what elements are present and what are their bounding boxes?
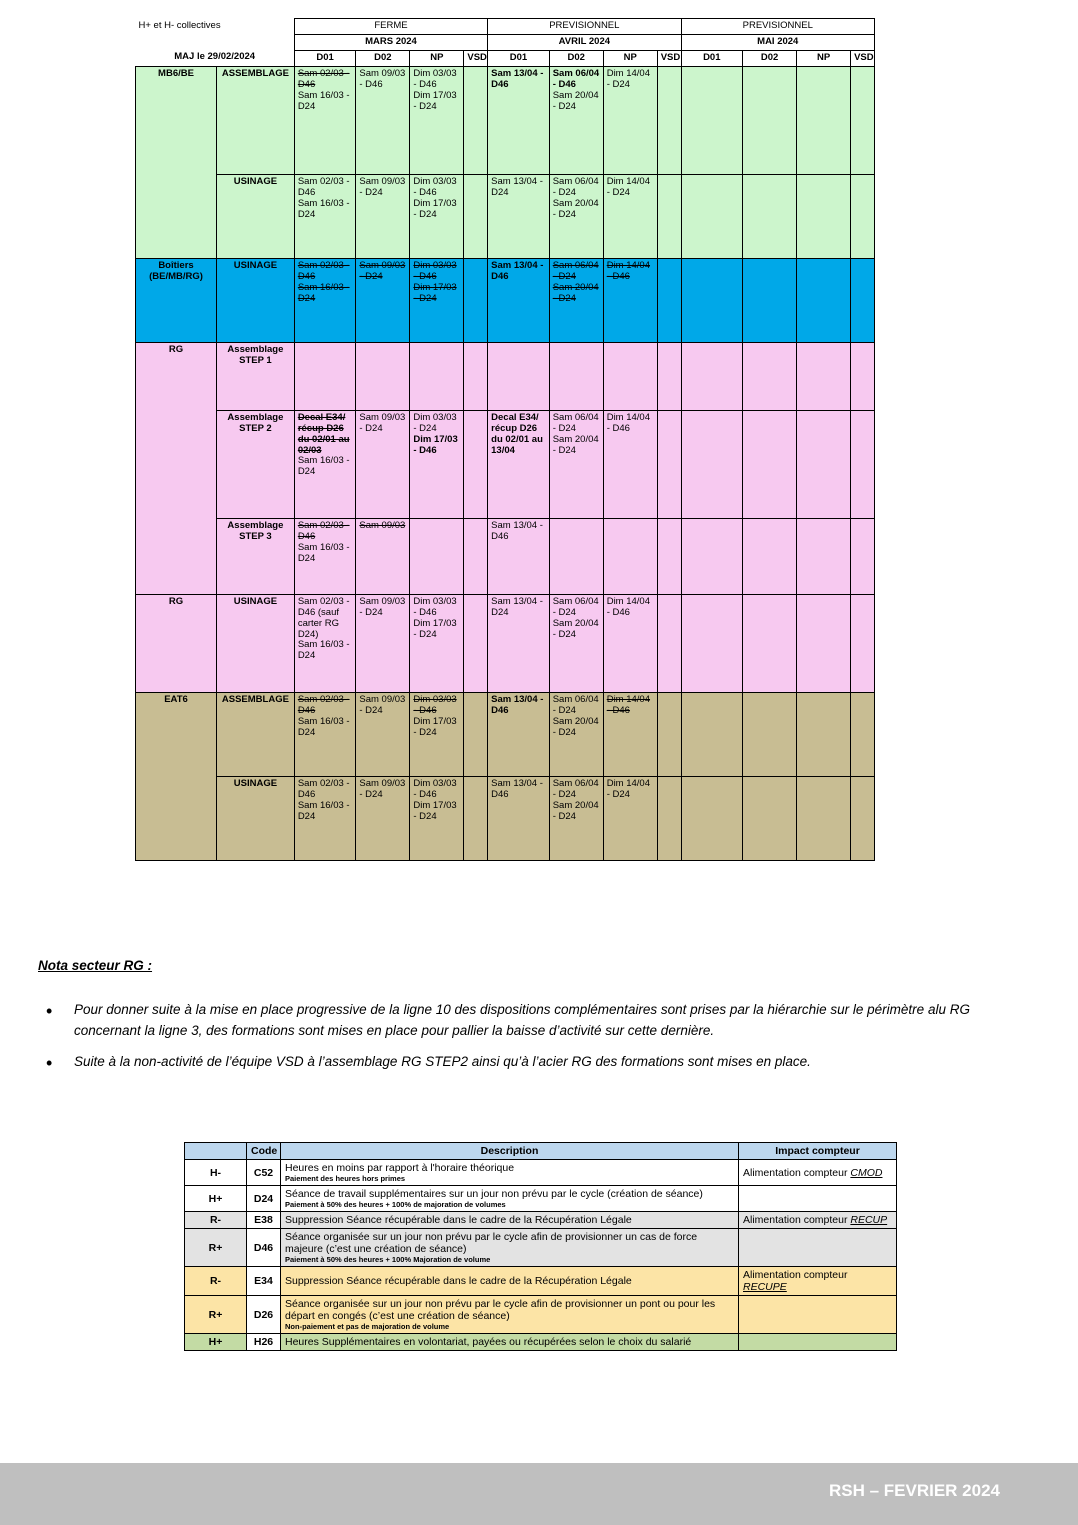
schedule-cell <box>743 410 797 518</box>
schedule-cell <box>657 594 681 692</box>
schedule-cell: Decal E34/ récup D26 du 02/01 au 02/03 Sam 16/03 - D24 <box>294 410 356 518</box>
schedule-cell: Dim 03/03 - D46 Dim 17/03 - D24 <box>410 66 464 174</box>
schedule-cell <box>488 342 550 410</box>
sector-label: EAT6 <box>136 692 217 860</box>
col-mai-np: NP <box>797 50 851 66</box>
schedule-cell: Dim 14/04 - D46 <box>603 594 657 692</box>
schedule-cell: Sam 02/03 - D46 Sam 16/03 - D24 <box>294 776 356 860</box>
legend-symbol: H- <box>185 1160 247 1186</box>
schedule-cell <box>743 174 797 258</box>
schedule-cell <box>797 174 851 258</box>
schedule-cell: Sam 02/03 - D46 Sam 16/03 - D24 <box>294 66 356 174</box>
schedule-cell <box>851 692 875 776</box>
legend-impact <box>739 1296 897 1334</box>
schedule-cell <box>681 692 743 776</box>
legend-row <box>185 1160 897 1186</box>
col-mars-np: NP <box>410 50 464 66</box>
schedule-cell <box>851 410 875 518</box>
col-mai-d02: D02 <box>743 50 797 66</box>
schedule-cell <box>797 776 851 860</box>
header-status-mars: FERME <box>294 19 487 35</box>
legend-symbol: R+ <box>185 1296 247 1334</box>
sector-label: RG <box>136 594 217 692</box>
schedule-cell: Sam 13/04 - D46 <box>488 258 550 342</box>
legend-impact: Alimentation compteur RECUPE <box>739 1267 897 1296</box>
legend-row <box>185 1212 897 1229</box>
schedule-cell <box>603 518 657 594</box>
schedule-cell <box>681 594 743 692</box>
schedule-cell <box>797 66 851 174</box>
header-month-mars: MARS 2024 <box>294 34 487 50</box>
legend-code: E38 <box>247 1212 281 1229</box>
table-row <box>136 692 875 776</box>
schedule-cell: Dim 03/03 - D46 Dim 17/03 - D24 <box>410 258 464 342</box>
table-row <box>136 66 875 174</box>
schedule-cell <box>657 410 681 518</box>
schedule-cell: Sam 13/04 - D24 <box>488 594 550 692</box>
legend-impact: Alimentation compteur RECUP <box>739 1212 897 1229</box>
sector-label: Boîtiers (BE/MB/RG) <box>136 258 217 342</box>
schedule-cell: Sam 09/03 - D24 <box>356 776 410 860</box>
planning-body <box>136 66 875 860</box>
operation-label: Assemblage STEP 3 <box>217 518 295 594</box>
schedule-cell <box>657 518 681 594</box>
legend-symbol: R+ <box>185 1229 247 1267</box>
schedule-cell: Sam 13/04 - D46 <box>488 776 550 860</box>
schedule-cell <box>464 410 488 518</box>
legend-impact: Alimentation compteur CMOD <box>739 1160 897 1186</box>
schedule-cell <box>797 518 851 594</box>
schedule-cell <box>464 776 488 860</box>
schedule-cell <box>464 692 488 776</box>
legend-row <box>185 1296 897 1334</box>
legend-symbol: R- <box>185 1212 247 1229</box>
schedule-cell <box>743 342 797 410</box>
table-row <box>136 594 875 692</box>
legend-code: E34 <box>247 1267 281 1296</box>
operation-label: Assemblage STEP 2 <box>217 410 295 518</box>
schedule-cell <box>410 518 464 594</box>
schedule-cell: Sam 06/04 - D24 Sam 20/04 - D24 <box>549 174 603 258</box>
schedule-cell <box>851 66 875 174</box>
col-avril-vsd: VSD <box>657 50 681 66</box>
schedule-cell: Decal E34/ récup D26 du 02/01 au 13/04 <box>488 410 550 518</box>
schedule-cell: Sam 06/04 - D24 Sam 20/04 - D24 <box>549 258 603 342</box>
schedule-cell <box>410 342 464 410</box>
schedule-cell <box>657 174 681 258</box>
schedule-cell <box>549 342 603 410</box>
schedule-cell <box>851 594 875 692</box>
schedule-cell <box>797 410 851 518</box>
table-row <box>136 174 875 258</box>
legend-col-impact: Impact compteur <box>739 1143 897 1160</box>
col-mai-d01: D01 <box>681 50 743 66</box>
operation-label: USINAGE <box>217 594 295 692</box>
footer-text: RSH – FEVRIER 2024 <box>828 1481 1000 1500</box>
schedule-cell: Dim 03/03 - D24 Dim 17/03 - D46 <box>410 410 464 518</box>
schedule-cell <box>464 594 488 692</box>
schedule-cell <box>797 342 851 410</box>
schedule-cell: Sam 06/04 - D24 Sam 20/04 - D24 <box>549 410 603 518</box>
legend-impact <box>739 1334 897 1351</box>
legend-row <box>185 1334 897 1351</box>
schedule-cell: Dim 14/04 - D24 <box>603 174 657 258</box>
nota-title: Nota secteur RG : <box>38 958 153 973</box>
schedule-cell: Sam 13/04 - D24 <box>488 174 550 258</box>
schedule-cell: Sam 02/03 - D46 Sam 16/03 - D24 <box>294 518 356 594</box>
schedule-cell <box>851 174 875 258</box>
col-avril-d02: D02 <box>549 50 603 66</box>
col-avril-d01: D01 <box>488 50 550 66</box>
schedule-cell <box>851 518 875 594</box>
schedule-cell <box>464 66 488 174</box>
schedule-cell: Sam 02/03 - D46 Sam 16/03 - D24 <box>294 258 356 342</box>
schedule-cell: Sam 06/04 - D24 Sam 20/04 - D24 <box>549 776 603 860</box>
schedule-cell <box>356 342 410 410</box>
schedule-cell <box>464 342 488 410</box>
legend-description: Heures Supplémentaires en volontariat, payées ou récupérées selon le choix du salarié <box>281 1334 739 1351</box>
legend-row <box>185 1267 897 1296</box>
operation-label: USINAGE <box>217 174 295 258</box>
col-avril-np: NP <box>603 50 657 66</box>
schedule-cell: Sam 09/03 - D24 <box>356 594 410 692</box>
legend-description: Séance organisée sur un jour non prévu par le cycle afin de provisionner un cas de force majeure (c’est une création de séance) Paiement à 50% des heures + 100% Majoration de volume <box>281 1229 739 1267</box>
header-month-mai: MAI 2024 <box>681 34 875 50</box>
schedule-cell: Sam 02/03 - D46 (sauf carter RG D24) Sam 16/03 - D24 <box>294 594 356 692</box>
schedule-cell <box>851 342 875 410</box>
legend-description: Suppression Séance récupérable dans le cadre de la Récupération Légale <box>281 1212 739 1229</box>
schedule-cell <box>797 692 851 776</box>
schedule-cell <box>657 66 681 174</box>
legend-code: D26 <box>247 1296 281 1334</box>
schedule-cell <box>743 518 797 594</box>
planning-table <box>135 18 875 861</box>
operation-label: USINAGE <box>217 258 295 342</box>
schedule-cell: Dim 03/03 - D46 Dim 17/03 - D24 <box>410 594 464 692</box>
schedule-cell: Dim 03/03 - D46 Dim 17/03 - D24 <box>410 692 464 776</box>
schedule-cell <box>464 518 488 594</box>
schedule-cell: Sam 06/04 - D24 Sam 20/04 - D24 <box>549 594 603 692</box>
nota-item: • Suite à la non-activité de l’équipe VSD à l’assemblage RG STEP2 ainsi qu’à l’acier RG des formations sont mises en place. <box>38 1052 1003 1073</box>
schedule-cell: Dim 14/04 - D46 <box>603 258 657 342</box>
schedule-cell <box>797 258 851 342</box>
table-row <box>136 518 875 594</box>
schedule-cell <box>464 258 488 342</box>
table-row <box>136 410 875 518</box>
nota-item: • Pour donner suite à la mise en place progressive de la ligne 10 des dispositions complémentaires sont prises par la hiérarchie sur le périmètre alu RG concernant la ligne 3, des formations sont mises en place pour pallier la baisse d’activité sur cette dernière. <box>38 1000 1003 1042</box>
col-mars-d02: D02 <box>356 50 410 66</box>
schedule-cell <box>294 342 356 410</box>
schedule-cell: Sam 09/03 - D46 <box>356 66 410 174</box>
schedule-cell <box>681 258 743 342</box>
schedule-cell <box>681 518 743 594</box>
schedule-cell <box>851 776 875 860</box>
legend-description: Séance organisée sur un jour non prévu par le cycle afin de provisionner un pont ou pour les départ en congés (c’est une création de séance) Non-paiement et pas de majoration de volume <box>281 1296 739 1334</box>
schedule-cell <box>657 692 681 776</box>
table-row <box>136 342 875 410</box>
schedule-cell <box>743 594 797 692</box>
schedule-cell: Sam 13/04 - D46 <box>488 66 550 174</box>
schedule-cell <box>681 410 743 518</box>
sector-label: RG <box>136 342 217 594</box>
legend-row <box>185 1186 897 1212</box>
schedule-cell <box>743 258 797 342</box>
schedule-cell <box>657 258 681 342</box>
schedule-cell: Dim 03/03 - D46 Dim 17/03 - D24 <box>410 174 464 258</box>
legend-description: Suppression Séance récupérable dans le cadre de la Récupération Légale <box>281 1267 739 1296</box>
legend-impact <box>739 1186 897 1212</box>
legend-impact <box>739 1229 897 1267</box>
header-spacer <box>136 34 295 50</box>
schedule-cell <box>681 174 743 258</box>
schedule-cell: Sam 09/03 <box>356 518 410 594</box>
legend-description: Heures en moins par rapport à l'horaire théorique Paiement des heures hors primes <box>281 1160 739 1186</box>
schedule-cell <box>743 692 797 776</box>
schedule-cell: Sam 02/03 - D46 Sam 16/03 - D24 <box>294 692 356 776</box>
schedule-cell <box>464 174 488 258</box>
schedule-cell: Sam 09/03 - D24 <box>356 692 410 776</box>
legend-symbol: R- <box>185 1267 247 1296</box>
schedule-cell: Sam 13/04 - D46 <box>488 518 550 594</box>
legend-symbol: H+ <box>185 1186 247 1212</box>
planning-header <box>136 19 875 67</box>
schedule-cell: Sam 06/04 - D46 Sam 20/04 - D24 <box>549 66 603 174</box>
operation-label: USINAGE <box>217 776 295 860</box>
sector-label: MB6/BE <box>136 66 217 258</box>
header-status-avril: PREVISIONNEL <box>488 19 681 35</box>
legend-row <box>185 1229 897 1267</box>
col-mars-d01: D01 <box>294 50 356 66</box>
legend-col-description: Description <box>281 1143 739 1160</box>
schedule-cell: Sam 09/03 - D24 <box>356 174 410 258</box>
schedule-cell <box>603 342 657 410</box>
operation-label: ASSEMBLAGE <box>217 66 295 174</box>
legend-code: D24 <box>247 1186 281 1212</box>
table-row <box>136 776 875 860</box>
schedule-cell <box>657 776 681 860</box>
operation-label: ASSEMBLAGE <box>217 692 295 776</box>
schedule-cell <box>743 776 797 860</box>
schedule-cell: Dim 14/04 - D46 <box>603 410 657 518</box>
schedule-cell <box>681 342 743 410</box>
legend-description: Séance de travail supplémentaires sur un jour non prévu par le cycle (création de séance) Paiement à 50% des heures + 100% de majoration de volumes <box>281 1186 739 1212</box>
schedule-cell <box>743 66 797 174</box>
schedule-cell: Dim 14/04 - D24 <box>603 66 657 174</box>
schedule-cell <box>797 594 851 692</box>
col-mai-vsd: VSD <box>851 50 875 66</box>
header-month-avril: AVRIL 2024 <box>488 34 681 50</box>
schedule-cell: Dim 14/04 - D24 <box>603 776 657 860</box>
operation-label: Assemblage STEP 1 <box>217 342 295 410</box>
schedule-cell: Dim 14/04 - D46 <box>603 692 657 776</box>
schedule-cell <box>681 66 743 174</box>
header-status-mai: PREVISIONNEL <box>681 19 875 35</box>
schedule-cell <box>657 342 681 410</box>
legend-code: D46 <box>247 1229 281 1267</box>
table-row <box>136 258 875 342</box>
schedule-cell: Sam 02/03 - D46 Sam 16/03 - D24 <box>294 174 356 258</box>
legend-table <box>184 1142 897 1351</box>
schedule-cell <box>851 258 875 342</box>
schedule-cell: Sam 09/03 - D24 <box>356 410 410 518</box>
nota-list <box>38 1000 1003 1083</box>
legend-code: C52 <box>247 1160 281 1186</box>
footer-bar <box>0 1463 1078 1525</box>
schedule-cell: Dim 03/03 - D46 Dim 17/03 - D24 <box>410 776 464 860</box>
schedule-cell: Sam 13/04 - D46 <box>488 692 550 776</box>
legend-body <box>185 1160 897 1351</box>
legend-symbol: H+ <box>185 1334 247 1351</box>
schedule-cell: Sam 06/04 - D24 Sam 20/04 - D24 <box>549 692 603 776</box>
header-title-2: MAJ le 29/02/2024 <box>136 50 295 66</box>
schedule-cell: Sam 09/03 - D24 <box>356 258 410 342</box>
schedule-cell <box>681 776 743 860</box>
legend-code: H26 <box>247 1334 281 1351</box>
schedule-cell <box>549 518 603 594</box>
legend-col-symbol <box>185 1143 247 1160</box>
col-mars-vsd: VSD <box>464 50 488 66</box>
header-title-1: H+ et H- collectives <box>136 19 295 35</box>
legend-col-code: Code <box>247 1143 281 1160</box>
